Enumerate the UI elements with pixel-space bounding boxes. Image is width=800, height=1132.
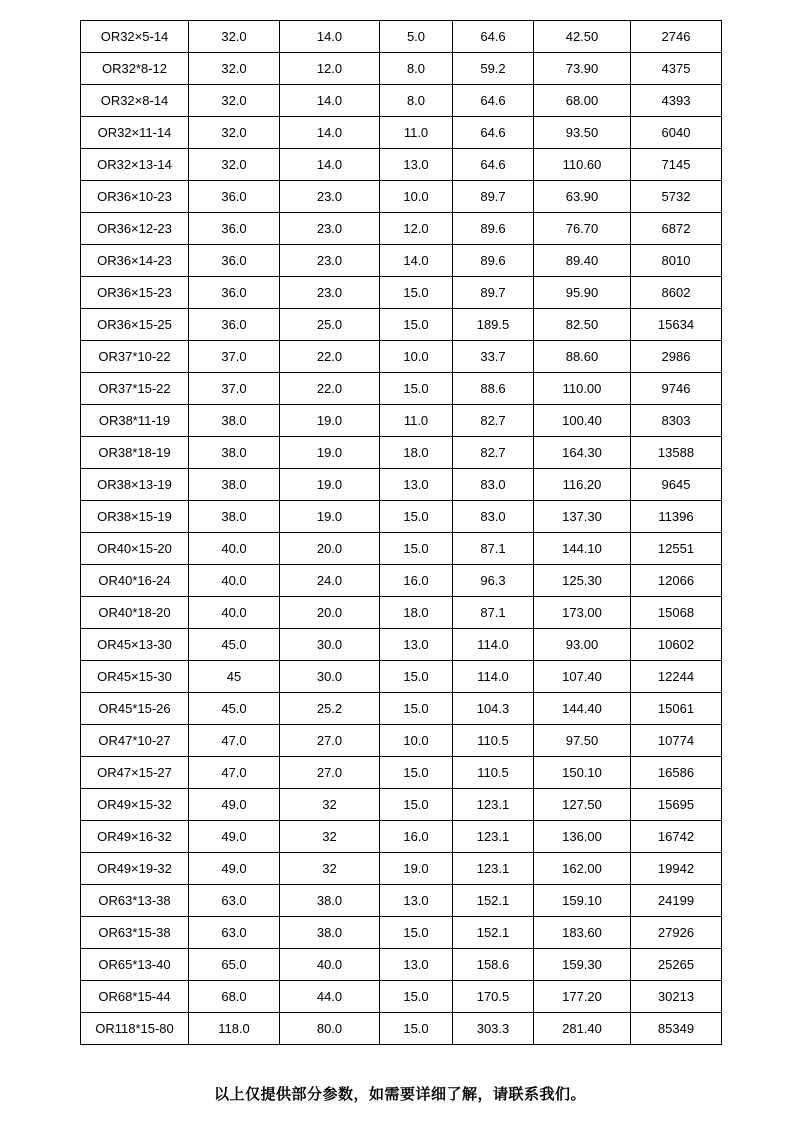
model-cell: OR49×16-32 bbox=[81, 821, 189, 853]
model-cell: OR36×15-25 bbox=[81, 309, 189, 341]
value-c-cell: 27926 bbox=[631, 917, 722, 949]
height-cell: 15.0 bbox=[380, 693, 453, 725]
value-c-cell: 15068 bbox=[631, 597, 722, 629]
table-row bbox=[81, 661, 722, 693]
inner-diameter-cell: 19.0 bbox=[280, 405, 380, 437]
inner-diameter-cell: 30.0 bbox=[280, 661, 380, 693]
outer-diameter-cell: 40.0 bbox=[189, 565, 280, 597]
outer-diameter-cell: 40.0 bbox=[189, 597, 280, 629]
value-a-cell: 82.7 bbox=[453, 437, 534, 469]
value-c-cell: 15695 bbox=[631, 789, 722, 821]
value-b-cell: 82.50 bbox=[534, 309, 631, 341]
outer-diameter-cell: 49.0 bbox=[189, 853, 280, 885]
table-row bbox=[81, 53, 722, 85]
model-cell: OR37*10-22 bbox=[81, 341, 189, 373]
table-row bbox=[81, 789, 722, 821]
height-cell: 13.0 bbox=[380, 885, 453, 917]
value-c-cell: 11396 bbox=[631, 501, 722, 533]
value-b-cell: 42.50 bbox=[534, 21, 631, 53]
height-cell: 13.0 bbox=[380, 629, 453, 661]
inner-diameter-cell: 32 bbox=[280, 821, 380, 853]
height-cell: 15.0 bbox=[380, 661, 453, 693]
value-b-cell: 159.30 bbox=[534, 949, 631, 981]
outer-diameter-cell: 37.0 bbox=[189, 373, 280, 405]
outer-diameter-cell: 36.0 bbox=[189, 309, 280, 341]
value-b-cell: 110.60 bbox=[534, 149, 631, 181]
outer-diameter-cell: 32.0 bbox=[189, 21, 280, 53]
table-row bbox=[81, 597, 722, 629]
inner-diameter-cell: 38.0 bbox=[280, 885, 380, 917]
value-b-cell: 116.20 bbox=[534, 469, 631, 501]
value-c-cell: 15634 bbox=[631, 309, 722, 341]
value-a-cell: 110.5 bbox=[453, 725, 534, 757]
height-cell: 15.0 bbox=[380, 917, 453, 949]
outer-diameter-cell: 47.0 bbox=[189, 725, 280, 757]
outer-diameter-cell: 63.0 bbox=[189, 917, 280, 949]
table-row bbox=[81, 181, 722, 213]
value-b-cell: 100.40 bbox=[534, 405, 631, 437]
value-c-cell: 5732 bbox=[631, 181, 722, 213]
value-b-cell: 183.60 bbox=[534, 917, 631, 949]
value-b-cell: 63.90 bbox=[534, 181, 631, 213]
outer-diameter-cell: 45.0 bbox=[189, 693, 280, 725]
value-a-cell: 303.3 bbox=[453, 1013, 534, 1045]
value-c-cell: 2986 bbox=[631, 341, 722, 373]
value-b-cell: 150.10 bbox=[534, 757, 631, 789]
value-c-cell: 9746 bbox=[631, 373, 722, 405]
model-cell: OR45×15-30 bbox=[81, 661, 189, 693]
model-cell: OR40×15-20 bbox=[81, 533, 189, 565]
value-a-cell: 33.7 bbox=[453, 341, 534, 373]
value-c-cell: 16742 bbox=[631, 821, 722, 853]
height-cell: 15.0 bbox=[380, 533, 453, 565]
table-row bbox=[81, 373, 722, 405]
outer-diameter-cell: 38.0 bbox=[189, 469, 280, 501]
table-row bbox=[81, 117, 722, 149]
height-cell: 15.0 bbox=[380, 501, 453, 533]
inner-diameter-cell: 24.0 bbox=[280, 565, 380, 597]
value-b-cell: 159.10 bbox=[534, 885, 631, 917]
height-cell: 13.0 bbox=[380, 149, 453, 181]
model-cell: OR47×15-27 bbox=[81, 757, 189, 789]
value-c-cell: 12066 bbox=[631, 565, 722, 597]
model-cell: OR40*16-24 bbox=[81, 565, 189, 597]
value-a-cell: 89.6 bbox=[453, 245, 534, 277]
value-c-cell: 19942 bbox=[631, 853, 722, 885]
outer-diameter-cell: 40.0 bbox=[189, 533, 280, 565]
inner-diameter-cell: 19.0 bbox=[280, 501, 380, 533]
height-cell: 15.0 bbox=[380, 309, 453, 341]
value-c-cell: 24199 bbox=[631, 885, 722, 917]
inner-diameter-cell: 44.0 bbox=[280, 981, 380, 1013]
outer-diameter-cell: 118.0 bbox=[189, 1013, 280, 1045]
height-cell: 10.0 bbox=[380, 181, 453, 213]
outer-diameter-cell: 32.0 bbox=[189, 85, 280, 117]
value-b-cell: 89.40 bbox=[534, 245, 631, 277]
value-c-cell: 7145 bbox=[631, 149, 722, 181]
table-row bbox=[81, 21, 722, 53]
value-a-cell: 83.0 bbox=[453, 501, 534, 533]
inner-diameter-cell: 23.0 bbox=[280, 245, 380, 277]
value-a-cell: 170.5 bbox=[453, 981, 534, 1013]
model-cell: OR32×11-14 bbox=[81, 117, 189, 149]
height-cell: 16.0 bbox=[380, 821, 453, 853]
model-cell: OR68*15-44 bbox=[81, 981, 189, 1013]
value-a-cell: 64.6 bbox=[453, 85, 534, 117]
value-b-cell: 162.00 bbox=[534, 853, 631, 885]
height-cell: 14.0 bbox=[380, 245, 453, 277]
value-c-cell: 6872 bbox=[631, 213, 722, 245]
inner-diameter-cell: 27.0 bbox=[280, 757, 380, 789]
table-row bbox=[81, 341, 722, 373]
value-a-cell: 114.0 bbox=[453, 661, 534, 693]
table-row bbox=[81, 757, 722, 789]
table-row bbox=[81, 277, 722, 309]
inner-diameter-cell: 30.0 bbox=[280, 629, 380, 661]
inner-diameter-cell: 14.0 bbox=[280, 149, 380, 181]
value-a-cell: 89.7 bbox=[453, 277, 534, 309]
value-b-cell: 177.20 bbox=[534, 981, 631, 1013]
value-c-cell: 16586 bbox=[631, 757, 722, 789]
outer-diameter-cell: 49.0 bbox=[189, 789, 280, 821]
inner-diameter-cell: 19.0 bbox=[280, 469, 380, 501]
value-a-cell: 152.1 bbox=[453, 885, 534, 917]
model-cell: OR36×10-23 bbox=[81, 181, 189, 213]
table-row bbox=[81, 853, 722, 885]
value-b-cell: 144.10 bbox=[534, 533, 631, 565]
model-cell: OR118*15-80 bbox=[81, 1013, 189, 1045]
value-a-cell: 64.6 bbox=[453, 149, 534, 181]
value-c-cell: 12244 bbox=[631, 661, 722, 693]
value-a-cell: 123.1 bbox=[453, 853, 534, 885]
value-c-cell: 8010 bbox=[631, 245, 722, 277]
outer-diameter-cell: 68.0 bbox=[189, 981, 280, 1013]
value-c-cell: 15061 bbox=[631, 693, 722, 725]
table-row bbox=[81, 821, 722, 853]
model-cell: OR63*15-38 bbox=[81, 917, 189, 949]
value-a-cell: 87.1 bbox=[453, 533, 534, 565]
outer-diameter-cell: 36.0 bbox=[189, 245, 280, 277]
value-c-cell: 8602 bbox=[631, 277, 722, 309]
model-cell: OR37*15-22 bbox=[81, 373, 189, 405]
value-b-cell: 95.90 bbox=[534, 277, 631, 309]
table-row bbox=[81, 149, 722, 181]
model-cell: OR40*18-20 bbox=[81, 597, 189, 629]
inner-diameter-cell: 23.0 bbox=[280, 181, 380, 213]
value-b-cell: 68.00 bbox=[534, 85, 631, 117]
inner-diameter-cell: 12.0 bbox=[280, 53, 380, 85]
height-cell: 15.0 bbox=[380, 981, 453, 1013]
height-cell: 18.0 bbox=[380, 597, 453, 629]
value-b-cell: 76.70 bbox=[534, 213, 631, 245]
model-cell: OR36×15-23 bbox=[81, 277, 189, 309]
value-b-cell: 88.60 bbox=[534, 341, 631, 373]
table-row bbox=[81, 1013, 722, 1045]
table-row bbox=[81, 405, 722, 437]
model-cell: OR38×15-19 bbox=[81, 501, 189, 533]
value-b-cell: 173.00 bbox=[534, 597, 631, 629]
value-a-cell: 59.2 bbox=[453, 53, 534, 85]
height-cell: 8.0 bbox=[380, 53, 453, 85]
model-cell: OR63*13-38 bbox=[81, 885, 189, 917]
height-cell: 15.0 bbox=[380, 789, 453, 821]
outer-diameter-cell: 38.0 bbox=[189, 501, 280, 533]
outer-diameter-cell: 65.0 bbox=[189, 949, 280, 981]
inner-diameter-cell: 19.0 bbox=[280, 437, 380, 469]
table-row bbox=[81, 565, 722, 597]
inner-diameter-cell: 14.0 bbox=[280, 117, 380, 149]
table-row bbox=[81, 245, 722, 277]
model-cell: OR38×13-19 bbox=[81, 469, 189, 501]
table-row bbox=[81, 533, 722, 565]
value-a-cell: 158.6 bbox=[453, 949, 534, 981]
value-a-cell: 64.6 bbox=[453, 21, 534, 53]
outer-diameter-cell: 37.0 bbox=[189, 341, 280, 373]
outer-diameter-cell: 36.0 bbox=[189, 181, 280, 213]
footer-note: 以上仅提供部分参数，如需要详细了解，请联系我们。 bbox=[213, 1085, 586, 1103]
height-cell: 19.0 bbox=[380, 853, 453, 885]
model-cell: OR49×19-32 bbox=[81, 853, 189, 885]
height-cell: 8.0 bbox=[380, 85, 453, 117]
value-a-cell: 88.6 bbox=[453, 373, 534, 405]
model-cell: OR38*18-19 bbox=[81, 437, 189, 469]
model-cell: OR36×14-23 bbox=[81, 245, 189, 277]
table-row bbox=[81, 437, 722, 469]
value-c-cell: 13588 bbox=[631, 437, 722, 469]
inner-diameter-cell: 22.0 bbox=[280, 341, 380, 373]
inner-diameter-cell: 22.0 bbox=[280, 373, 380, 405]
table-row bbox=[81, 693, 722, 725]
value-a-cell: 96.3 bbox=[453, 565, 534, 597]
model-cell: OR45×13-30 bbox=[81, 629, 189, 661]
outer-diameter-cell: 49.0 bbox=[189, 821, 280, 853]
model-cell: OR38*11-19 bbox=[81, 405, 189, 437]
inner-diameter-cell: 14.0 bbox=[280, 21, 380, 53]
height-cell: 18.0 bbox=[380, 437, 453, 469]
value-a-cell: 114.0 bbox=[453, 629, 534, 661]
outer-diameter-cell: 32.0 bbox=[189, 117, 280, 149]
model-cell: OR36×12-23 bbox=[81, 213, 189, 245]
spec-table bbox=[80, 20, 722, 1045]
inner-diameter-cell: 23.0 bbox=[280, 277, 380, 309]
model-cell: OR45*15-26 bbox=[81, 693, 189, 725]
height-cell: 10.0 bbox=[380, 341, 453, 373]
value-a-cell: 189.5 bbox=[453, 309, 534, 341]
height-cell: 15.0 bbox=[380, 1013, 453, 1045]
table-row bbox=[81, 917, 722, 949]
table-row bbox=[81, 309, 722, 341]
value-a-cell: 82.7 bbox=[453, 405, 534, 437]
outer-diameter-cell: 36.0 bbox=[189, 213, 280, 245]
value-b-cell: 164.30 bbox=[534, 437, 631, 469]
outer-diameter-cell: 45 bbox=[189, 661, 280, 693]
value-a-cell: 123.1 bbox=[453, 789, 534, 821]
inner-diameter-cell: 32 bbox=[280, 853, 380, 885]
value-b-cell: 97.50 bbox=[534, 725, 631, 757]
outer-diameter-cell: 32.0 bbox=[189, 149, 280, 181]
outer-diameter-cell: 36.0 bbox=[189, 277, 280, 309]
value-b-cell: 127.50 bbox=[534, 789, 631, 821]
height-cell: 15.0 bbox=[380, 277, 453, 309]
height-cell: 12.0 bbox=[380, 213, 453, 245]
value-a-cell: 152.1 bbox=[453, 917, 534, 949]
value-b-cell: 107.40 bbox=[534, 661, 631, 693]
table-row bbox=[81, 629, 722, 661]
value-a-cell: 89.7 bbox=[453, 181, 534, 213]
model-cell: OR32×13-14 bbox=[81, 149, 189, 181]
value-b-cell: 93.50 bbox=[534, 117, 631, 149]
value-b-cell: 125.30 bbox=[534, 565, 631, 597]
table-row bbox=[81, 981, 722, 1013]
table-row bbox=[81, 949, 722, 981]
value-c-cell: 10602 bbox=[631, 629, 722, 661]
value-c-cell: 25265 bbox=[631, 949, 722, 981]
model-cell: OR49×15-32 bbox=[81, 789, 189, 821]
outer-diameter-cell: 32.0 bbox=[189, 53, 280, 85]
table-row bbox=[81, 213, 722, 245]
height-cell: 15.0 bbox=[380, 373, 453, 405]
table-row bbox=[81, 501, 722, 533]
table-row bbox=[81, 469, 722, 501]
model-cell: OR32*8-12 bbox=[81, 53, 189, 85]
value-c-cell: 85349 bbox=[631, 1013, 722, 1045]
outer-diameter-cell: 63.0 bbox=[189, 885, 280, 917]
model-cell: OR65*13-40 bbox=[81, 949, 189, 981]
value-c-cell: 4393 bbox=[631, 85, 722, 117]
value-c-cell: 10774 bbox=[631, 725, 722, 757]
height-cell: 13.0 bbox=[380, 469, 453, 501]
value-a-cell: 89.6 bbox=[453, 213, 534, 245]
value-c-cell: 2746 bbox=[631, 21, 722, 53]
inner-diameter-cell: 38.0 bbox=[280, 917, 380, 949]
height-cell: 15.0 bbox=[380, 757, 453, 789]
inner-diameter-cell: 32 bbox=[280, 789, 380, 821]
height-cell: 5.0 bbox=[380, 21, 453, 53]
value-b-cell: 281.40 bbox=[534, 1013, 631, 1045]
inner-diameter-cell: 25.0 bbox=[280, 309, 380, 341]
inner-diameter-cell: 80.0 bbox=[280, 1013, 380, 1045]
outer-diameter-cell: 45.0 bbox=[189, 629, 280, 661]
height-cell: 16.0 bbox=[380, 565, 453, 597]
table-row bbox=[81, 725, 722, 757]
table-row bbox=[81, 85, 722, 117]
value-c-cell: 8303 bbox=[631, 405, 722, 437]
model-cell: OR32×5-14 bbox=[81, 21, 189, 53]
value-b-cell: 93.00 bbox=[534, 629, 631, 661]
outer-diameter-cell: 38.0 bbox=[189, 405, 280, 437]
value-a-cell: 123.1 bbox=[453, 821, 534, 853]
value-b-cell: 136.00 bbox=[534, 821, 631, 853]
inner-diameter-cell: 27.0 bbox=[280, 725, 380, 757]
value-a-cell: 83.0 bbox=[453, 469, 534, 501]
inner-diameter-cell: 23.0 bbox=[280, 213, 380, 245]
value-c-cell: 9645 bbox=[631, 469, 722, 501]
inner-diameter-cell: 14.0 bbox=[280, 85, 380, 117]
value-c-cell: 30213 bbox=[631, 981, 722, 1013]
model-cell: OR32×8-14 bbox=[81, 85, 189, 117]
value-b-cell: 73.90 bbox=[534, 53, 631, 85]
height-cell: 11.0 bbox=[380, 405, 453, 437]
outer-diameter-cell: 38.0 bbox=[189, 437, 280, 469]
value-c-cell: 4375 bbox=[631, 53, 722, 85]
height-cell: 13.0 bbox=[380, 949, 453, 981]
value-a-cell: 110.5 bbox=[453, 757, 534, 789]
value-a-cell: 64.6 bbox=[453, 117, 534, 149]
inner-diameter-cell: 20.0 bbox=[280, 597, 380, 629]
spec-table-body bbox=[81, 21, 722, 1045]
inner-diameter-cell: 25.2 bbox=[280, 693, 380, 725]
table-row bbox=[81, 885, 722, 917]
value-b-cell: 110.00 bbox=[534, 373, 631, 405]
value-b-cell: 144.40 bbox=[534, 693, 631, 725]
inner-diameter-cell: 40.0 bbox=[280, 949, 380, 981]
inner-diameter-cell: 20.0 bbox=[280, 533, 380, 565]
height-cell: 10.0 bbox=[380, 725, 453, 757]
value-b-cell: 137.30 bbox=[534, 501, 631, 533]
value-c-cell: 6040 bbox=[631, 117, 722, 149]
outer-diameter-cell: 47.0 bbox=[189, 757, 280, 789]
model-cell: OR47*10-27 bbox=[81, 725, 189, 757]
height-cell: 11.0 bbox=[380, 117, 453, 149]
value-a-cell: 87.1 bbox=[453, 597, 534, 629]
value-c-cell: 12551 bbox=[631, 533, 722, 565]
value-a-cell: 104.3 bbox=[453, 693, 534, 725]
